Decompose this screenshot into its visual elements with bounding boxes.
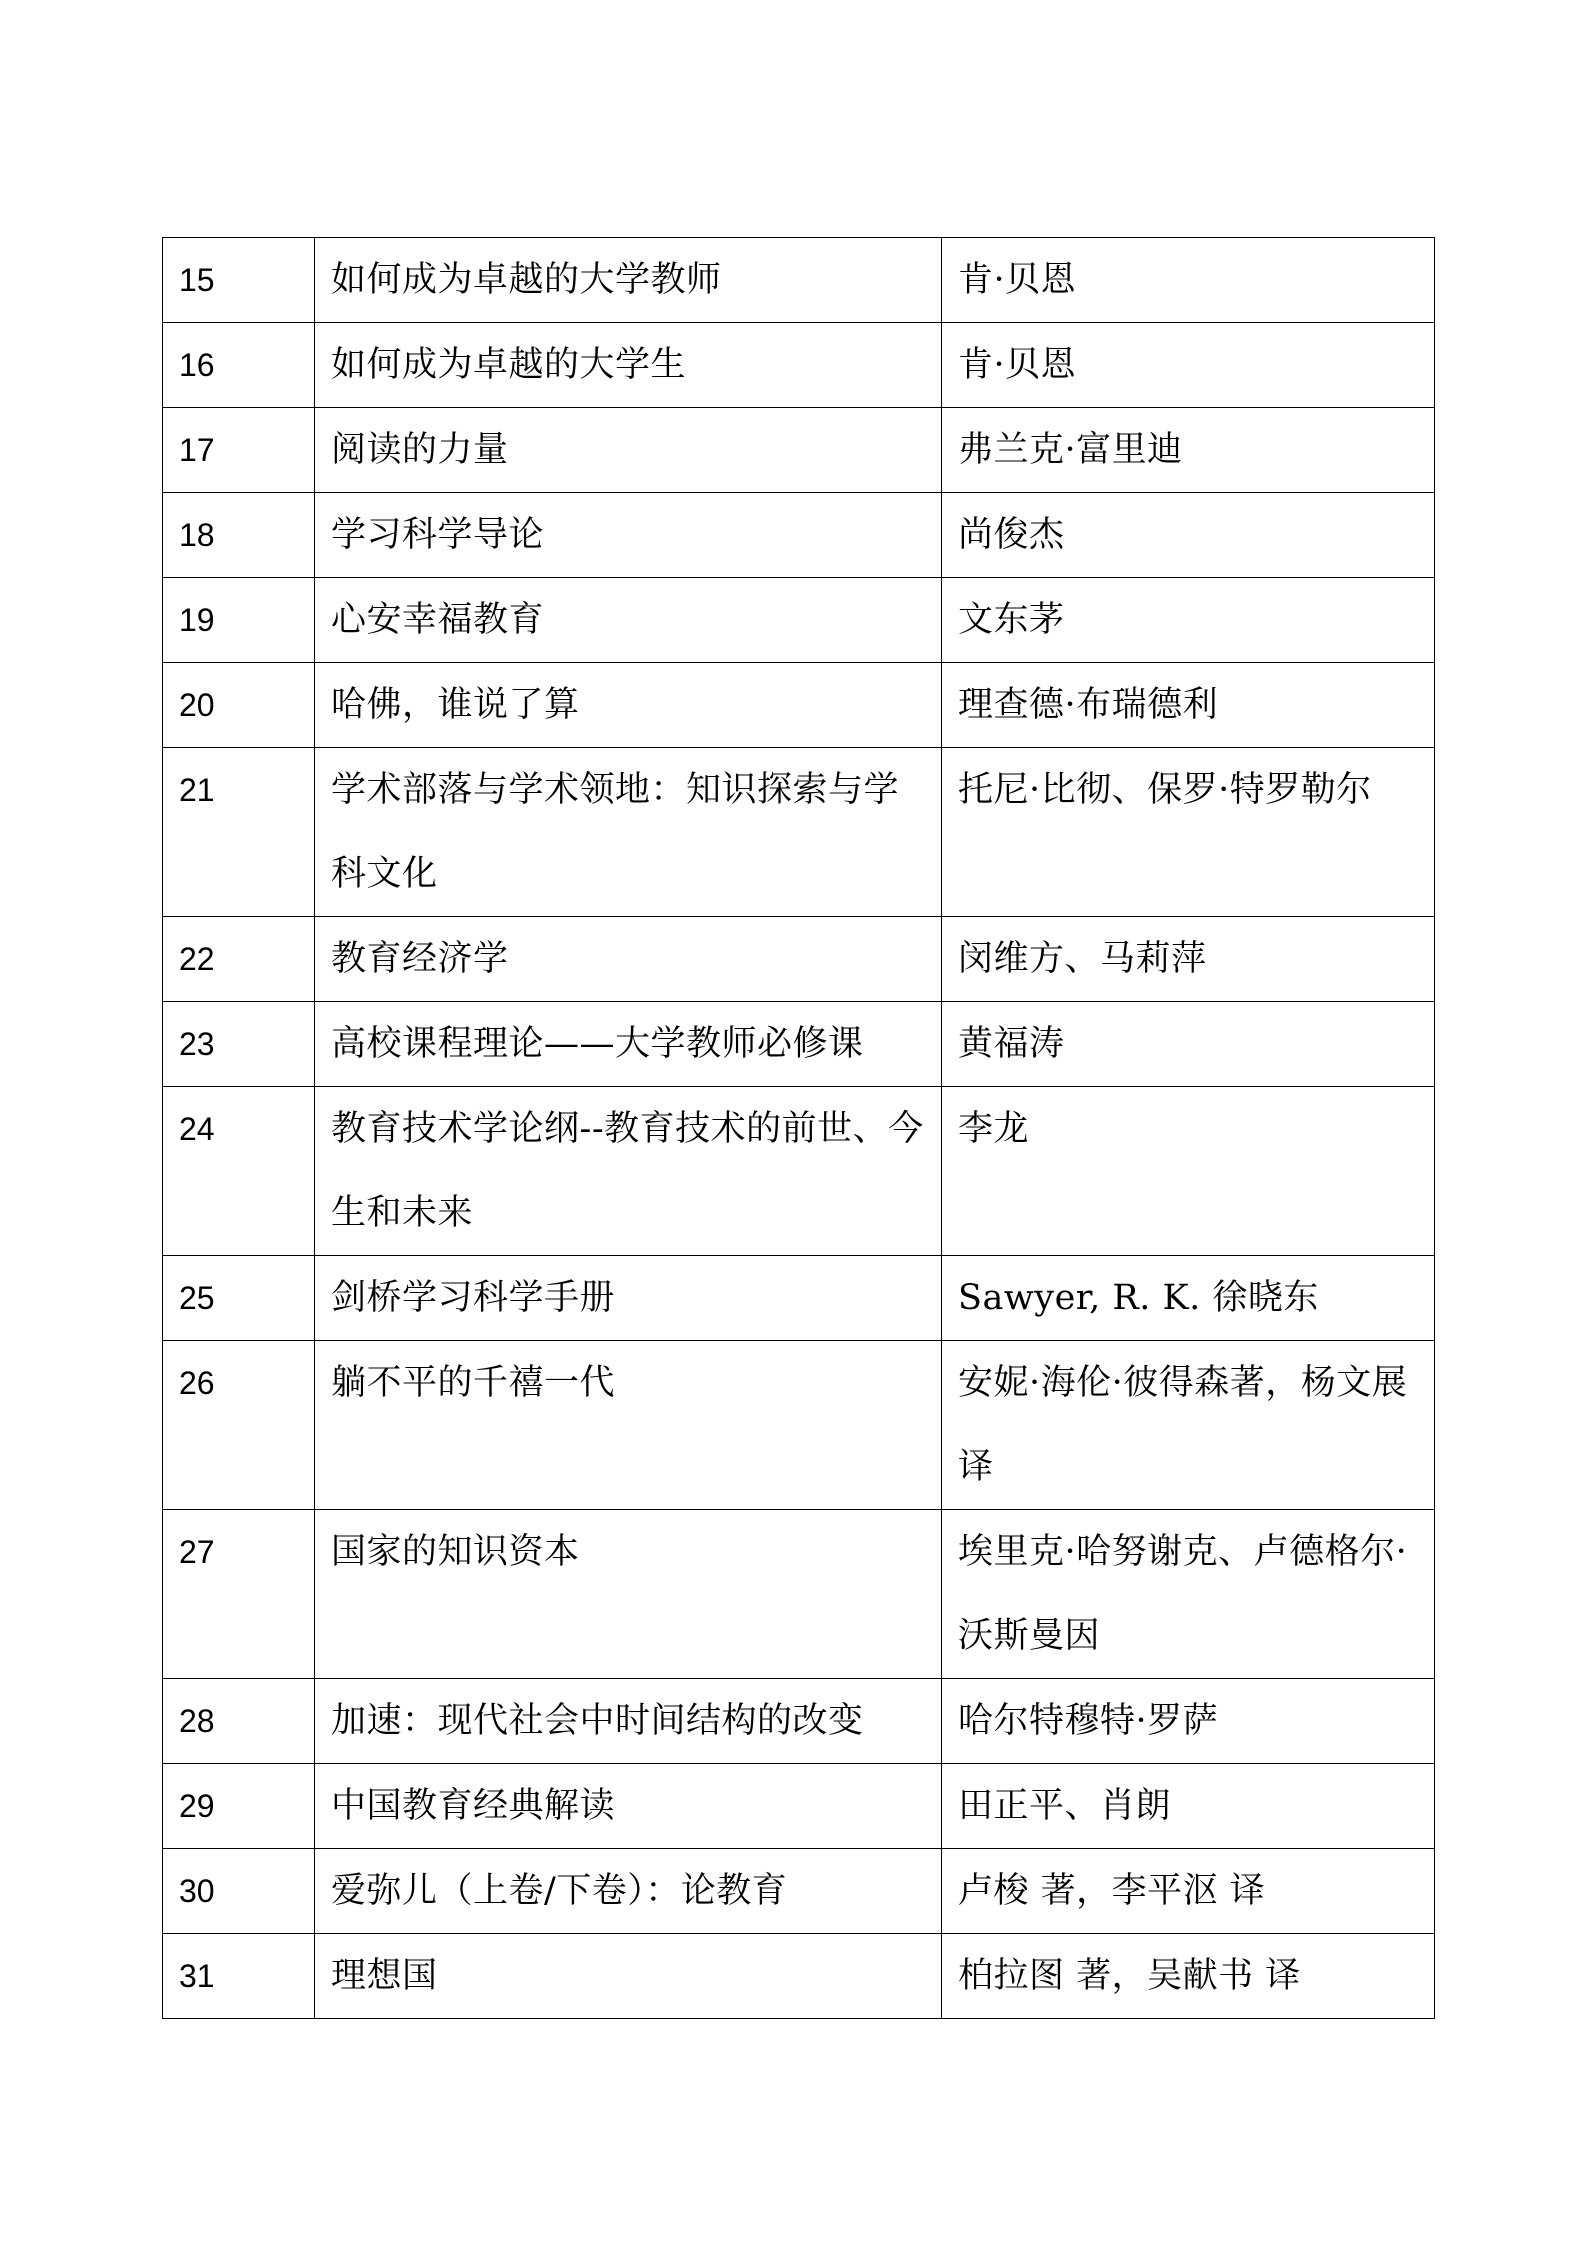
book-author: 尚俊杰 [942,493,1435,578]
table-row [163,238,1435,323]
book-author: 弗兰克·富里迪 [942,408,1435,493]
book-author: 肯·贝恩 [942,238,1435,323]
book-title: 学习科学导论 [315,493,942,578]
row-number: 16 [163,323,315,408]
row-number: 24 [163,1087,315,1256]
book-author: 理查德·布瑞德利 [942,663,1435,748]
row-number: 28 [163,1679,315,1764]
row-number: 29 [163,1764,315,1849]
book-title: 阅读的力量 [315,408,942,493]
row-number: 27 [163,1510,315,1679]
book-author: 黄福涛 [942,1002,1435,1087]
book-author: 哈尔特穆特·罗萨 [942,1679,1435,1764]
table-row [163,1934,1435,2019]
book-author: 李龙 [942,1087,1435,1256]
row-number: 21 [163,748,315,917]
table-row [163,1510,1435,1679]
book-title: 学术部落与学术领地：知识探索与学科文化 [315,748,942,917]
table-row [163,1679,1435,1764]
book-title: 剑桥学习科学手册 [315,1256,942,1341]
row-number: 15 [163,238,315,323]
book-author: 肯·贝恩 [942,323,1435,408]
table-row [163,1256,1435,1341]
book-author: 安妮·海伦·彼得森著，杨文展译 [942,1341,1435,1510]
row-number: 31 [163,1934,315,2019]
row-number: 26 [163,1341,315,1510]
table-row [163,1341,1435,1510]
row-number: 19 [163,578,315,663]
book-title: 心安幸福教育 [315,578,942,663]
book-title: 加速：现代社会中时间结构的改变 [315,1679,942,1764]
row-number: 20 [163,663,315,748]
book-title: 哈佛，谁说了算 [315,663,942,748]
book-title: 躺不平的千禧一代 [315,1341,942,1510]
book-list-body [163,238,1435,2019]
book-list-table [162,237,1435,2019]
book-author: 田正平、肖朗 [942,1764,1435,1849]
table-row [163,1087,1435,1256]
row-number: 17 [163,408,315,493]
row-number: 18 [163,493,315,578]
row-number: 25 [163,1256,315,1341]
book-author: 柏拉图 著，吴献书 译 [942,1934,1435,2019]
table-row [163,493,1435,578]
book-author: 闵维方、马莉萍 [942,917,1435,1002]
book-title: 国家的知识资本 [315,1510,942,1679]
table-row [163,748,1435,917]
book-author: 文东茅 [942,578,1435,663]
book-title: 如何成为卓越的大学教师 [315,238,942,323]
book-title: 理想国 [315,1934,942,2019]
table-row [163,1764,1435,1849]
table-row [163,917,1435,1002]
book-author: Sawyer, R. K. 徐晓东 [942,1256,1435,1341]
book-title: 爱弥儿（上卷/下卷）：论教育 [315,1849,942,1934]
row-number: 22 [163,917,315,1002]
book-author: 托尼·比彻、保罗·特罗勒尔 [942,748,1435,917]
book-title: 教育经济学 [315,917,942,1002]
row-number: 23 [163,1002,315,1087]
table-row [163,408,1435,493]
book-author: 卢梭 著，李平沤 译 [942,1849,1435,1934]
table-row [163,323,1435,408]
book-title: 中国教育经典解读 [315,1764,942,1849]
table-row [163,1849,1435,1934]
table-row [163,578,1435,663]
table-row [163,663,1435,748]
book-title: 高校课程理论——大学教师必修课 [315,1002,942,1087]
book-title: 教育技术学论纲--教育技术的前世、今生和未来 [315,1087,942,1256]
book-author: 埃里克·哈努谢克、卢德格尔·沃斯曼因 [942,1510,1435,1679]
table-row [163,1002,1435,1087]
book-title: 如何成为卓越的大学生 [315,323,942,408]
row-number: 30 [163,1849,315,1934]
